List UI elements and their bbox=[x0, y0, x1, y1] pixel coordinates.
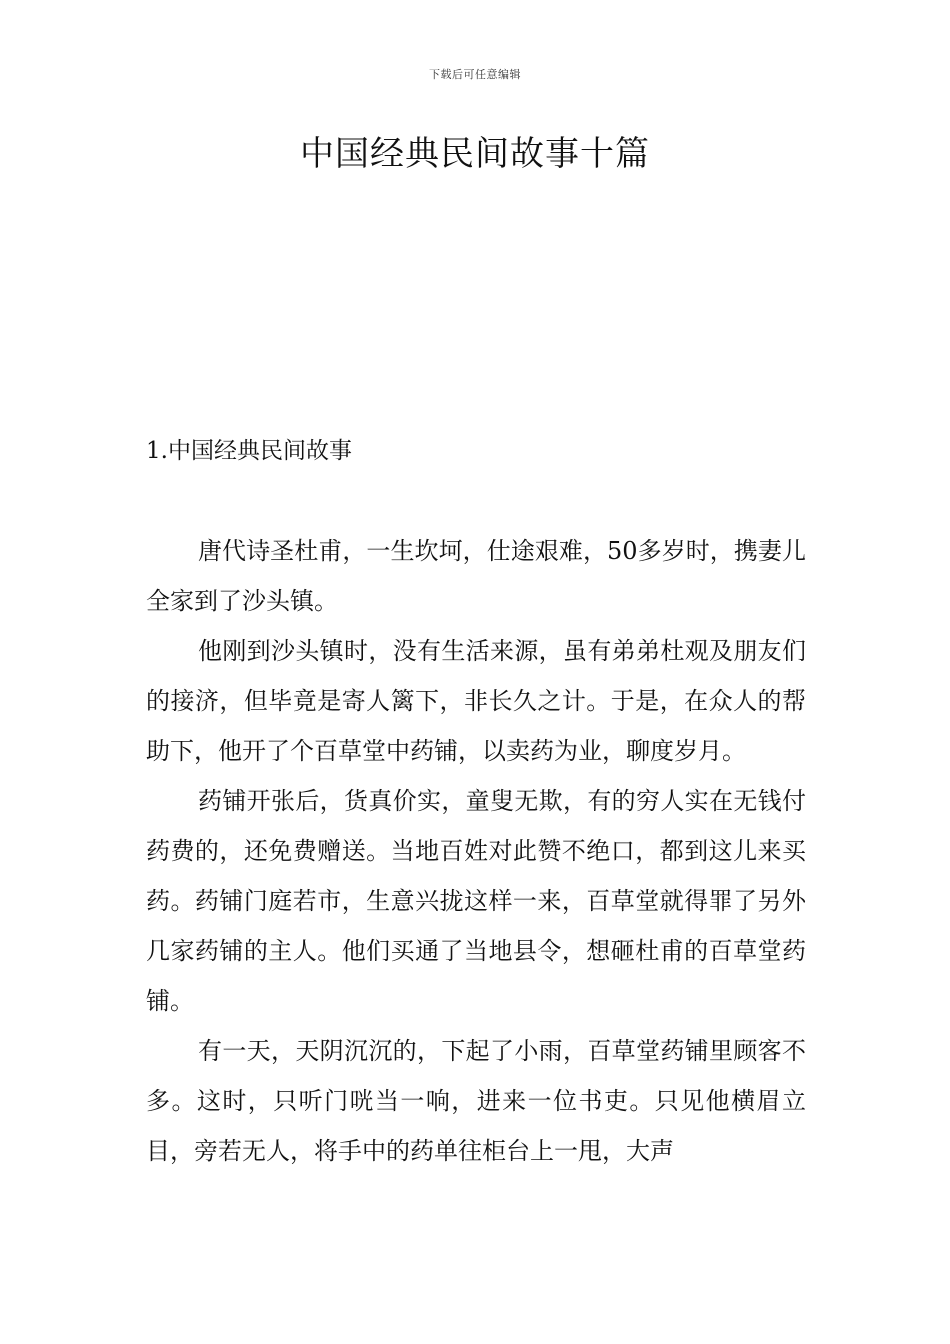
header-note: 下载后可任意编辑 bbox=[429, 68, 521, 81]
section-heading: 1.中国经典民间故事 bbox=[146, 438, 352, 464]
paragraph: 他刚到沙头镇时，没有生活来源，虽有弟弟杜观及朋友们的接济，但毕竟是寄人篱下，非长久之计。于是，在众人的帮助下，他开了个百草堂中药铺，以卖药为业，聊度岁月。 bbox=[146, 637, 806, 765]
document-title: 中国经典民间故事十篇 bbox=[300, 134, 650, 174]
paragraph: 药铺开张后，货真价实，童叟无欺，有的穷人实在无钱付药费的，还免费赠送。当地百姓对此赞不绝口，都到这儿来买药。药铺门庭若市，生意兴拢这样一来，百草堂就得罪了另外几家药铺的主人。他们买通了当地县令，想砸杜甫的百草堂药铺。 bbox=[146, 787, 806, 1015]
body-text bbox=[146, 526, 806, 1176]
paragraph: 唐代诗圣杜甫，一生坎坷，仕途艰难，50多岁时，携妻儿全家到了沙头镇。 bbox=[146, 537, 806, 615]
paragraph: 有一天，天阴沉沉的，下起了小雨，百草堂药铺里顾客不多。这时，只听门咣当一响，进来一位书吏。只见他横眉立目，旁若无人，将手中的药单往柜台上一甩，大声 bbox=[146, 1037, 806, 1165]
